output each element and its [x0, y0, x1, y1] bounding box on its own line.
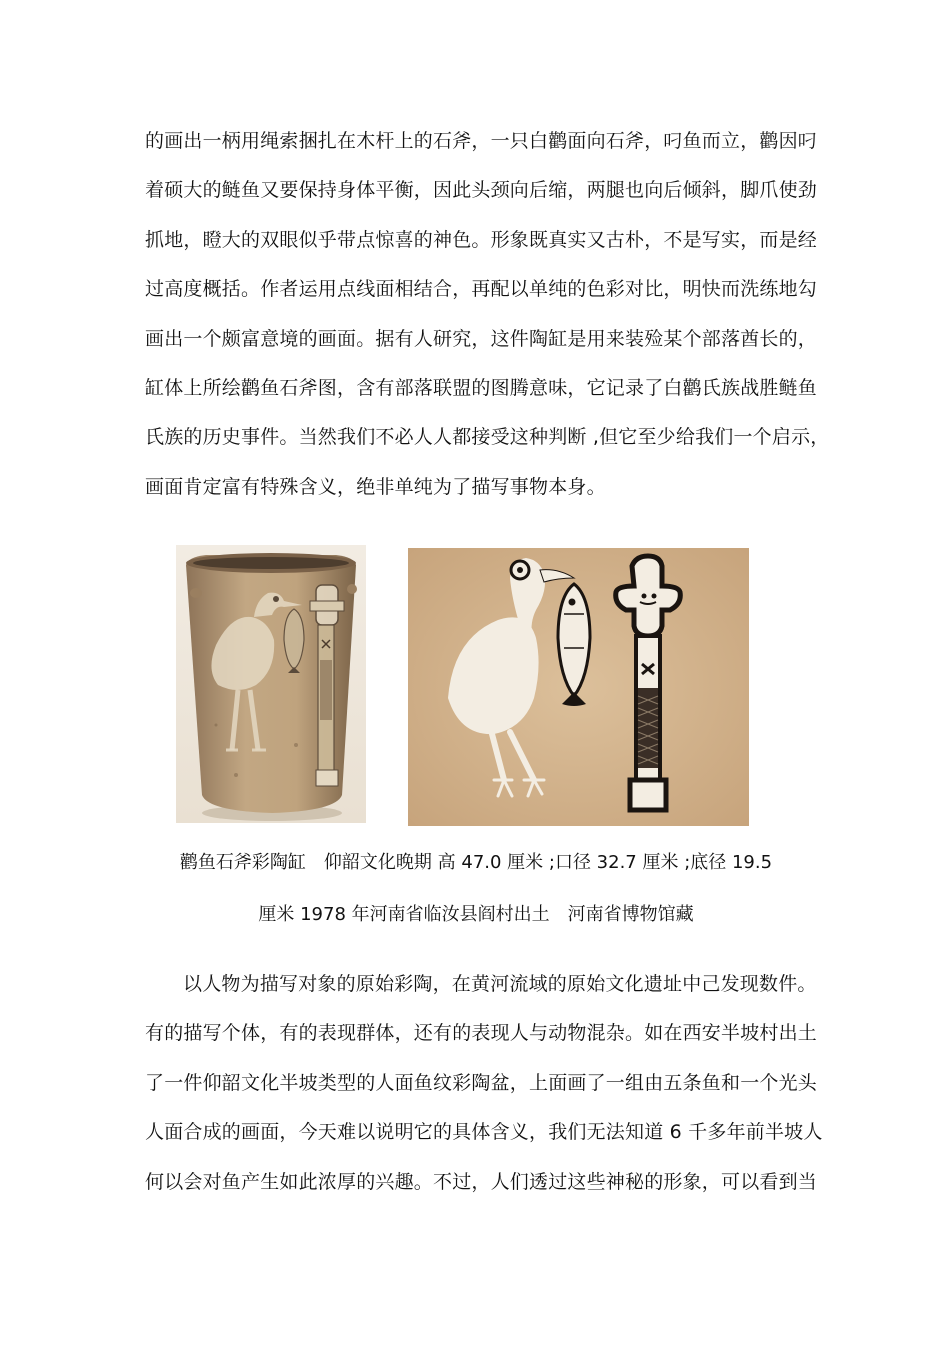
- text-line: 缸体上所绘鹳鱼石斧图，含有部落联盟的图腾意味，它记录了白鹳氏族战胜鲢鱼: [145, 376, 818, 399]
- figure-caption-line-1: 鹳鱼石斧彩陶缸 仰韶文化晚期 高 47.0 厘米 ;口径 32.7 厘米 ;底径 19.5: [179, 852, 773, 873]
- text-line: 了一件仰韶文化半坡类型的人面鱼纹彩陶盆，上面画了一组由五条鱼和一个光头: [145, 1071, 818, 1094]
- text-line: 画面肯定富有特殊含义，绝非单纯为了描写事物本身。: [145, 475, 606, 498]
- text-line: 何以会对鱼产生如此浓厚的兴趣。不过，人们透过这些神秘的形象，可以看到当: [145, 1170, 818, 1193]
- text-line: 以人物为描写对象的原始彩陶，在黄河流域的原始文化遗址中己发现数件。: [183, 973, 817, 995]
- stork-fish-axe-icon: [408, 548, 749, 826]
- pottery-jar-photo: [176, 545, 366, 823]
- stork-fish-axe-painting: [408, 548, 749, 826]
- text-line: 画出一个颇富意境的画面。据有人研究，这件陶缸是用来装殓某个部落酋长的，: [145, 327, 818, 350]
- text-line: 人面合成的画面，今天难以说明它的具体含义，我们无法知道 6 千多年前半坡人: [145, 1121, 823, 1144]
- text-line: 有的描写个体，有的表现群体，还有的表现人与动物混杂。如在西安半坡村出土: [145, 1022, 818, 1045]
- paragraph-stork-fish-description: [145, 117, 830, 512]
- text-line: 着硕大的鲢鱼又要保持身体平衡，因此头颈向后缩，两腿也向后倾斜，脚爪使劲: [145, 179, 818, 202]
- text-line: 的画出一柄用绳索捆扎在木杆上的石斧，一只白鹳面向石斧，叼鱼而立，鹳因叼: [145, 130, 818, 152]
- text-line: 抓地，瞪大的双眼似乎带点惊喜的神色。形象既真实又古朴，不是写实，而是经: [145, 228, 818, 251]
- figure-caption-line-2: 厘米 1978 年河南省临汝县阎村出土 河南省博物馆藏: [258, 904, 694, 925]
- paragraph-human-figure-pottery: [145, 960, 823, 1207]
- text-line: 氏族的历史事件。当然我们不必人人都接受这种判断 ,但它至少给我们一个启示，: [145, 426, 830, 449]
- text-line: 过高度概括。作者运用点线面相结合，再配以单纯的色彩对比，明快而洗练地勾: [145, 278, 818, 301]
- pottery-jar-icon: [176, 545, 366, 823]
